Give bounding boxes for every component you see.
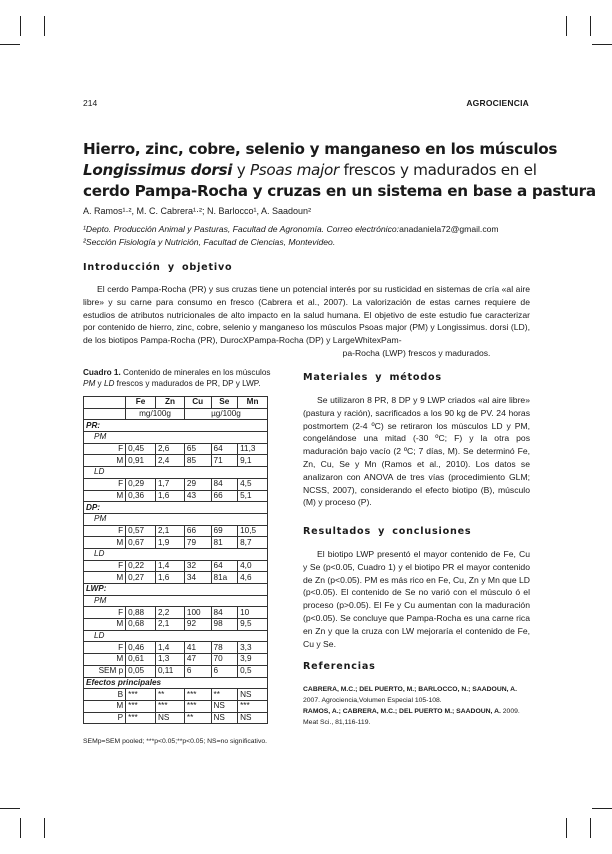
reference-item: CABRERA, M.C.; DEL PUERTO, M.; BARLOCCO, N.; SAADOUN, A. 2007. Agrociencia,Volumen Especial 105-108. — [303, 686, 517, 704]
table-row — [84, 619, 268, 631]
table-header-row — [84, 397, 268, 409]
table-cell: 0,68 — [126, 619, 156, 631]
muscle-label: LD — [84, 548, 268, 560]
table-cell: 6 — [184, 665, 211, 677]
table-cell: 65 — [184, 443, 211, 455]
section-heading-methods: Materiales y métodos — [303, 372, 442, 383]
title-line-3: cerdo Pampa-Rocha y cruzas en un sistema en base a pastura — [83, 182, 596, 200]
table-cell: 34 — [184, 572, 211, 584]
table-cell: 0,22 — [126, 560, 156, 572]
table-cell: 29 — [184, 478, 211, 490]
table-cell: 66 — [211, 490, 238, 502]
process-label: F — [84, 607, 126, 619]
table-cell: 3,9 — [238, 654, 268, 666]
process-label: F — [84, 525, 126, 537]
table-cell: 78 — [211, 642, 238, 654]
table-cell: 0,91 — [126, 455, 156, 467]
table-cell: 84 — [211, 478, 238, 490]
unit-label: µg/100g — [184, 408, 267, 420]
table-cell: 6 — [211, 665, 238, 677]
table-cell: 8,7 — [238, 537, 268, 549]
muscle-row — [84, 595, 268, 607]
reference-item: RAMOS, A.; CABRERA, M.C.; DEL PUERTO M.; SAADOUN, A. 2009. Meat Sci., 81,116-119. — [303, 708, 520, 726]
table-cell: NS — [238, 712, 268, 724]
methods-paragraph: Se utilizaron 8 PR, 8 DP y 9 LWP criados «al aire libre» (pastura y ración), sacrificados a los 90 kg de PV. 24 horas postmortem (2-4 ºC) se retiraron los músculos LD y PM, congelándose una mitad (-30 ºC; F) y la otra pos maduración bajo vacío (2 ºC; 7 días, M). Se determinó Fe, Zn, Cu, Se y Mn (Ramos et al., 2010). Los datos se analizaron con ANOVA de tres vías (procedimiento GLM; NCSS, 2007), considerando el efecto biotipo (B), músculo (M) y proceso (P). — [303, 395, 530, 508]
table-cell: *** — [126, 700, 156, 712]
table-cell: 64 — [211, 560, 238, 572]
process-label: M — [84, 537, 126, 549]
process-label: M — [84, 619, 126, 631]
table-cell: 10 — [238, 607, 268, 619]
table-cell: *** — [184, 689, 211, 701]
table-cell: 2,1 — [155, 525, 184, 537]
process-label: M — [84, 572, 126, 584]
table-cell: 64 — [211, 443, 238, 455]
effect-label: M — [84, 700, 126, 712]
table-cell: 0,05 — [126, 665, 156, 677]
group-label: LWP: — [84, 584, 268, 596]
table-cell: 98 — [211, 619, 238, 631]
table-cell: 9,1 — [238, 455, 268, 467]
title-line-2: Longissimus dorsi y Psoas major frescos y madurados en el — [83, 161, 537, 179]
table-cell: 43 — [184, 490, 211, 502]
journal-name: AGROCIENCIA — [466, 98, 529, 108]
table-cell: 0,45 — [126, 443, 156, 455]
table-cell: *** — [238, 700, 268, 712]
process-label: F — [84, 478, 126, 490]
table-row — [84, 642, 268, 654]
table-cell: 1,3 — [155, 654, 184, 666]
muscle-row — [84, 513, 268, 525]
crop-mark — [590, 16, 591, 36]
table-row — [84, 478, 268, 490]
table-row — [84, 443, 268, 455]
process-label: F — [84, 642, 126, 654]
table-cell: 0,61 — [126, 654, 156, 666]
results-paragraph: El biotipo LWP presentó el mayor contenido de Fe, Cu y Se (p<0.05, Cuadro 1) y el biotipo PR el mayor contenido de Zn (p<0.05). PM es más rico en Fe, Cu, Zn y Mn que LD (p<0.05). El contenido de Se no varió con el músculo ó el proceso (p>0.05). El Fe y Cu aumentan con la maduración (p<0.05). Se concluye que Pampa-Rocha es una carne rica en Zn y que la cruza con LW mejoraría el contenido de Fe, Cu y Se. — [303, 549, 530, 649]
author-list: A. Ramos¹·², M. C. Cabrera¹·²; N. Barlocco¹, A. Saadoun² — [83, 206, 312, 216]
affiliation-1: ¹Depto. Producción Animal y Pasturas, Facultad de Agronomía. Correo electrónico:anadaniela72@gmail.com — [83, 224, 499, 234]
table-row — [84, 654, 268, 666]
column-header — [84, 397, 126, 409]
table-row — [84, 560, 268, 572]
table-cell: 41 — [184, 642, 211, 654]
crop-mark — [20, 16, 21, 36]
table-cell: 32 — [184, 560, 211, 572]
reference-list — [303, 685, 530, 729]
table-cell: 9,5 — [238, 619, 268, 631]
section-heading-references: Referencias — [303, 661, 376, 672]
table-row — [84, 525, 268, 537]
table-cell: *** — [184, 700, 211, 712]
muscle-label: LD — [84, 630, 268, 642]
table-cell: 66 — [184, 525, 211, 537]
group-label: PR: — [84, 420, 268, 432]
table-cell: 0,29 — [126, 478, 156, 490]
table-cell: 3,3 — [238, 642, 268, 654]
table-cell: 0,36 — [126, 490, 156, 502]
effects-row — [84, 712, 268, 724]
table-cell: 4,5 — [238, 478, 268, 490]
table-row — [84, 537, 268, 549]
crop-mark — [566, 16, 567, 36]
group-row — [84, 584, 268, 596]
table-cell: 70 — [211, 654, 238, 666]
table-cell: *** — [126, 712, 156, 724]
group-row — [84, 420, 268, 432]
column-header: Zn — [155, 397, 184, 409]
table-caption: Cuadro 1. Contenido de minerales en los músculos PM y LD frescos y madurados de PR, DP y LWP. — [83, 368, 271, 388]
table-row — [84, 572, 268, 584]
column-header: Fe — [126, 397, 156, 409]
process-label: F — [84, 560, 126, 572]
table-cell: 0,88 — [126, 607, 156, 619]
group-row — [84, 502, 268, 514]
table-cell: 5,1 — [238, 490, 268, 502]
table-cell: *** — [126, 689, 156, 701]
muscle-row — [84, 548, 268, 560]
crop-mark — [20, 818, 21, 838]
table-cell: 47 — [184, 654, 211, 666]
table-cell: 1,9 — [155, 537, 184, 549]
table-cell: 2,2 — [155, 607, 184, 619]
mineral-content-table — [83, 396, 268, 724]
table-cell: ** — [184, 712, 211, 724]
table-cell: 0,46 — [126, 642, 156, 654]
table-row — [84, 607, 268, 619]
table-cell: 81a — [211, 572, 238, 584]
table-cell: ** — [155, 689, 184, 701]
table-cell: 0,27 — [126, 572, 156, 584]
crop-mark — [592, 808, 612, 809]
table-cell: 10,5 — [238, 525, 268, 537]
table-cell: NS — [211, 700, 238, 712]
column-header: Mn — [238, 397, 268, 409]
effect-label: P — [84, 712, 126, 724]
table-cell: NS — [155, 712, 184, 724]
table-cell: NS — [238, 689, 268, 701]
effects-row — [84, 700, 268, 712]
table-cell: 69 — [211, 525, 238, 537]
crop-mark — [590, 818, 591, 838]
table-cell: 1,4 — [155, 642, 184, 654]
table-cell: NS — [211, 712, 238, 724]
table-cell: 0,5 — [238, 665, 268, 677]
muscle-row — [84, 432, 268, 444]
muscle-row — [84, 630, 268, 642]
table-cell: 2,6 — [155, 443, 184, 455]
effects-row — [84, 689, 268, 701]
table-cell: 84 — [211, 607, 238, 619]
affiliation-2: ²Sección Fisiología y Nutrición, Facultad de Ciencias, Montevideo. — [83, 237, 336, 247]
title-line-1: Hierro, zinc, cobre, selenio y manganeso en los músculos — [83, 140, 558, 158]
table-cell: 4,0 — [238, 560, 268, 572]
table-cell: 85 — [184, 455, 211, 467]
table-cell: 79 — [184, 537, 211, 549]
process-label: M — [84, 490, 126, 502]
section-heading-introduction: Introducción y objetivo — [83, 262, 233, 273]
crop-mark — [592, 44, 612, 45]
table-row — [84, 490, 268, 502]
table-cell: 0,57 — [126, 525, 156, 537]
page-number: 214 — [83, 98, 98, 108]
effect-label: B — [84, 689, 126, 701]
crop-mark — [566, 818, 567, 838]
table-cell: 0,11 — [155, 665, 184, 677]
email-address: anadaniela72@gmail.com — [399, 224, 499, 234]
muscle-label: PM — [84, 513, 268, 525]
table-cell — [84, 408, 126, 420]
table-row — [84, 455, 268, 467]
paper-title — [83, 139, 596, 202]
table-cell: *** — [155, 700, 184, 712]
table-cell: 1,6 — [155, 572, 184, 584]
crop-mark — [0, 44, 20, 45]
group-label: DP: — [84, 502, 268, 514]
sem-label: SEM p — [84, 665, 126, 677]
introduction-paragraph-tail: pa-Rocha (LWP) frescos y madurados. — [342, 348, 491, 358]
table-cell: ** — [211, 689, 238, 701]
muscle-label: PM — [84, 595, 268, 607]
table-cell: 71 — [211, 455, 238, 467]
crop-mark — [44, 16, 45, 36]
unit-label: mg/100g — [126, 408, 185, 420]
table-cell: 100 — [184, 607, 211, 619]
sem-row — [84, 665, 268, 677]
muscle-label: LD — [84, 467, 268, 479]
muscle-row — [84, 467, 268, 479]
process-label: M — [84, 654, 126, 666]
table-cell: 0,67 — [126, 537, 156, 549]
crop-mark — [44, 818, 45, 838]
process-label: M — [84, 455, 126, 467]
table-cell: 4,6 — [238, 572, 268, 584]
section-heading-results: Resultados y conclusiones — [303, 526, 472, 537]
column-header: Cu — [184, 397, 211, 409]
effects-header-row — [84, 677, 268, 689]
table-cell: 1,6 — [155, 490, 184, 502]
table-cell: 1,7 — [155, 478, 184, 490]
table-cell: 2,4 — [155, 455, 184, 467]
process-label: F — [84, 443, 126, 455]
effects-label: Efectos principales — [84, 677, 268, 689]
column-header: Se — [211, 397, 238, 409]
table-cell: 92 — [184, 619, 211, 631]
introduction-paragraph: El cerdo Pampa-Rocha (PR) y sus cruzas tiene un potencial interés por su rusticidad en sistemas de cría «al aire libre» y su carne para consumo en fresco (Cabrera et al., 2007). La valorización de estas carnes requiere de estudios de atributos nutricionales de alto impacto en la salud humana. El objetivo de este estudio fue caracterizar por contenido de hierro, zinc, cobre, selenio y manganeso los músculos Psoas major (PM) y Longissimus. dorsi (LD), de los biotipos Pampa-Rocha (PR), DurocXPampa-Rocha (DP) y LargeWhitexPam- — [83, 284, 530, 346]
table-cell: 1,4 — [155, 560, 184, 572]
muscle-label: PM — [84, 432, 268, 444]
table-cell: 2,1 — [155, 619, 184, 631]
crop-mark — [0, 808, 20, 809]
table-cell: 81 — [211, 537, 238, 549]
table-footnote: SEMp=SEM pooled; ***p<0.05;**p<0.05; NS=no significativo. — [83, 738, 268, 745]
units-row — [84, 408, 268, 420]
table-cell: 11,3 — [238, 443, 268, 455]
